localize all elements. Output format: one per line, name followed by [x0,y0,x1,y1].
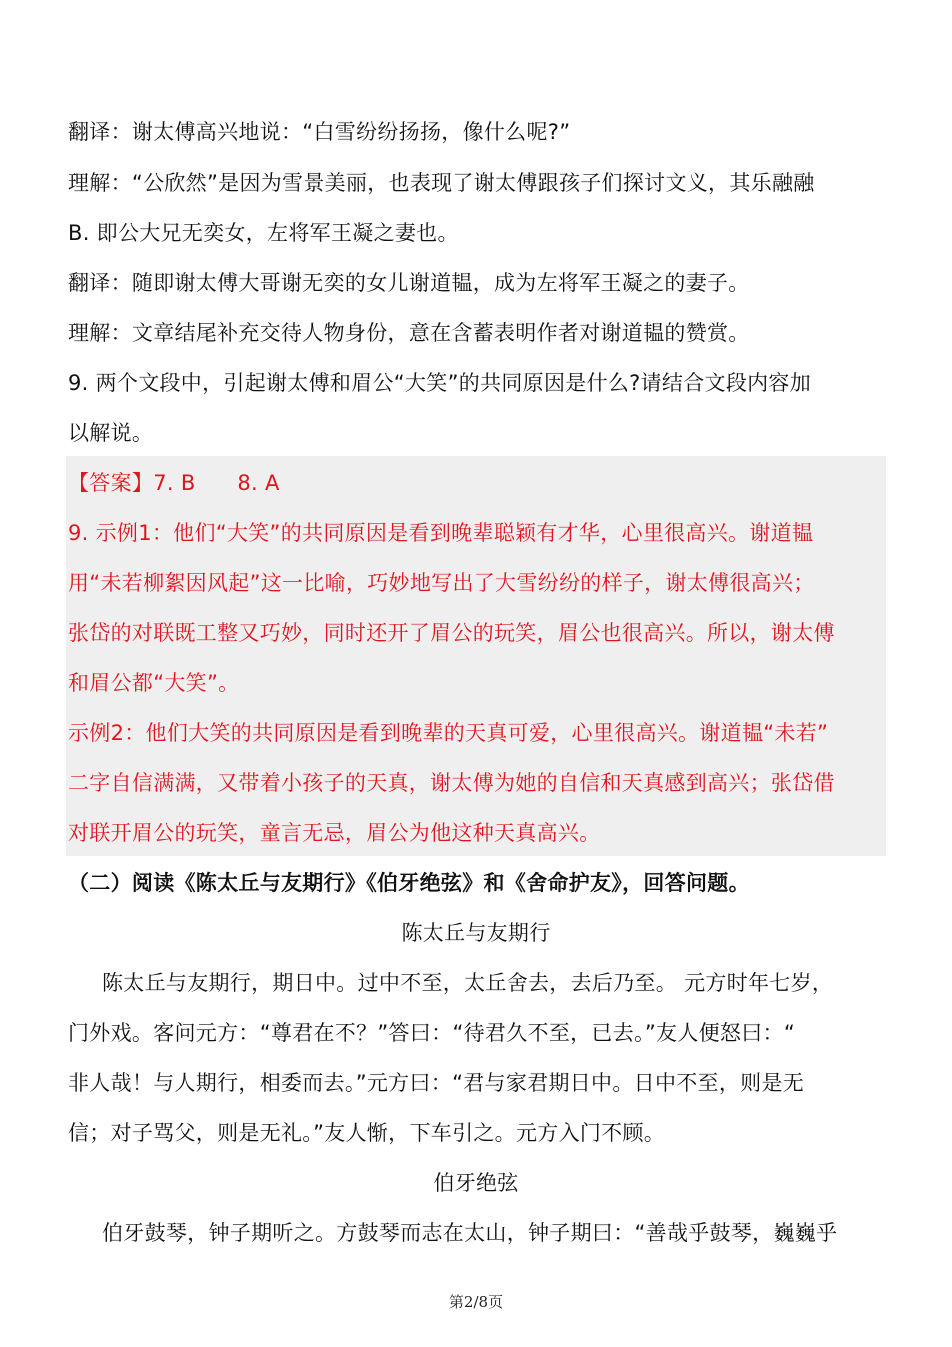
passage-1-line: 陈太丘与友期行，期日中。过中不至，太丘舍去，去后乃至。 元方时年七岁， [102,971,834,995]
passage-2-line: 伯牙鼓琴，钟子期听之。方鼓琴而志在太山，钟子期曰：“善哉乎鼓琴，巍巍乎 [102,1221,838,1245]
answer-line: 示例2：他们大笑的共同原因是看到晚辈的天真可爱，心里很高兴。谢道韫“未若” [68,721,829,745]
answer-mc-values: 7. B 8. A [153,471,280,495]
option-b-line: B. 即公大兄无奕女，左将军王凝之妻也。 [68,221,459,245]
answer-label: 【答案】 [68,471,154,495]
translation-line-2: 翻译：随即谢太傅大哥谢无奕的女儿谢道韫，成为左将军王凝之的妻子。 [68,271,750,295]
passage-2-title: 伯牙绝弦 [433,1171,519,1195]
answer-line: 二字自信满满，又带着小孩子的天真，谢太傅为她的自信和天真感到高兴；张岱借 [68,771,835,795]
answer-line: 对联开眉公的玩笑，童言无忌，眉公为他这种天真高兴。 [68,821,601,845]
passage-1-title: 陈太丘与友期行 [401,921,551,945]
answer-mc-line [68,469,280,497]
passage-1-line: 门外戏。客问元方：“尊君在不？”答曰：“待君久不至，已去。”友人便怒曰：“ [68,1021,795,1045]
translation-line-1: 翻译：谢太傅高兴地说：“白雪纷纷扬扬，像什么呢?” [68,120,571,144]
answer-line: 和眉公都“大笑”。 [68,671,240,695]
answer-line: 用“未若柳絮因风起”这一比喻，巧妙地写出了大雪纷纷的样子，谢太傅很高兴； [68,571,815,595]
understanding-line-1: 理解：“公欣然”是因为雪景美丽，也表现了谢太傅跟孩子们探讨文义，其乐融融 [68,171,815,195]
understanding-line-2: 理解：文章结尾补充交待人物身份，意在含蓄表明作者对谢道韫的赞赏。 [68,321,750,345]
page-number: 第2/8页 [448,1293,504,1311]
passage-1-line: 信；对子骂父，则是无礼。”友人惭，下车引之。元方入门不顾。 [68,1121,666,1145]
section-2-heading: （二）阅读《陈太丘与友期行》《伯牙绝弦》和《舍命护友》，回答问题。 [68,871,750,895]
passage-1-line: 非人哉！与人期行，相委而去。”元方曰：“君与家君期日中。日中不至，则是无 [68,1071,805,1095]
question-9-line-2: 以解说。 [68,421,154,445]
question-9-line-1: 9. 两个文段中，引起谢太傅和眉公“大笑”的共同原因是什么?请结合文段内容加 [68,371,812,395]
answer-line: 张岱的对联既工整又巧妙，同时还开了眉公的玩笑，眉公也很高兴。所以，谢太傅 [68,621,835,645]
answer-line: 9. 示例1：他们“大笑”的共同原因是看到晚辈聪颖有才华，心里很高兴。谢道韫 [68,521,814,545]
